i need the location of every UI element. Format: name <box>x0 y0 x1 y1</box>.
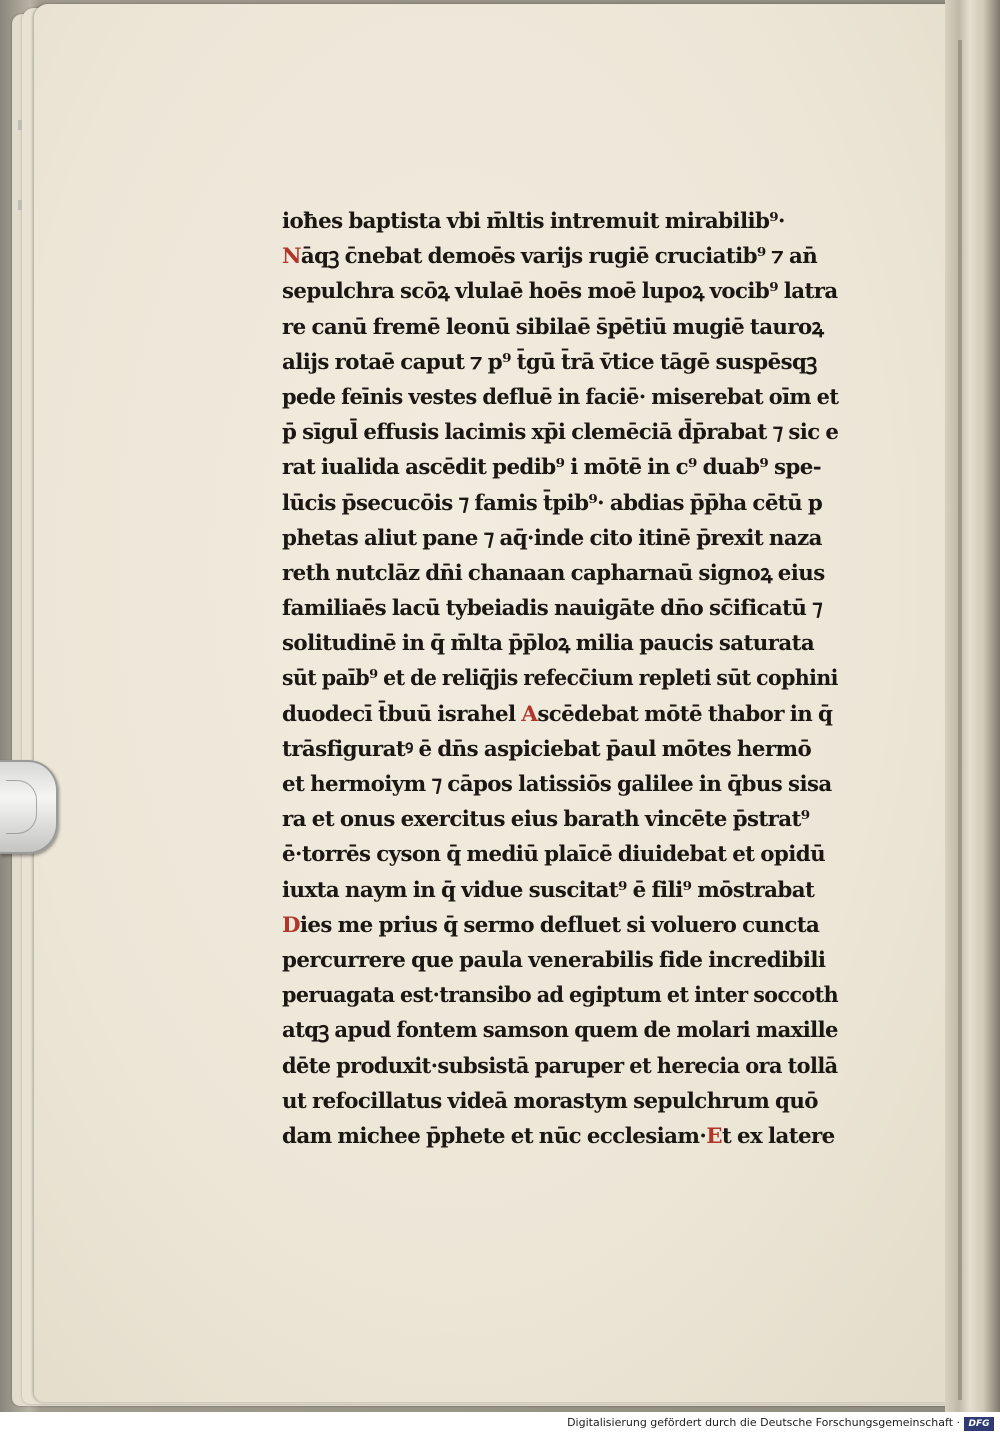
line-text: ies me prius q̄ sermo defluet si voluero cuncta <box>299 912 820 938</box>
text-line <box>282 310 838 345</box>
line-text: percurrere que paula venerabilis fide incredibili <box>282 947 826 973</box>
text-line <box>282 802 838 837</box>
line-text: trāsfiguratꝰ ē dn̄s aspiciebat p̄aul mōtes hermō <box>282 736 812 762</box>
line-text: ioħes baptista vbi m̄ltis intremuit mirabilib⁹· <box>282 209 785 234</box>
text-line <box>282 239 838 274</box>
gutter-shadow <box>958 40 962 1400</box>
line-text: atqꝫ apud fontem samson quem de molari maxille <box>282 1018 838 1044</box>
clamp-clip-inner <box>6 780 37 834</box>
rubric-initial: E <box>706 1123 722 1149</box>
text-line <box>282 908 838 943</box>
text-line <box>282 521 838 556</box>
text-line <box>282 873 838 908</box>
line-text: āqꝫ c̄nebat demoēs varijs rugiē cruciatib⁹ ⁊ an̄ <box>300 244 818 270</box>
line-text: alijs rotaē caput ⁊ p⁹ t̄gū t̄rā v̄tice tāgē suspēsqꝫ <box>282 349 817 375</box>
text-line <box>282 415 839 450</box>
line-text: et hermoiym ⁊ cāpos latissiōs galilee in q̄bus sisa <box>282 772 832 797</box>
text-line <box>282 345 838 380</box>
line-text: pede feīnis vestes defluē in faciē· miserebat oīm et <box>282 384 839 410</box>
text-line <box>282 486 838 521</box>
text-line <box>282 556 838 591</box>
text-line <box>282 943 838 978</box>
footer-bar <box>0 1412 1000 1436</box>
text-line <box>282 450 838 485</box>
line-text: dēte produxit·subsistā paruper et herecia ora tollā <box>282 1053 838 1079</box>
line-text: phetas aliut pane ⁊ aq̄·inde cito itinē p̄rexit naza <box>282 525 822 551</box>
line-text: ra et onus exercitus eius barath vincēte p̄strat⁹ <box>282 807 810 833</box>
dfg-logo: DFG <box>964 1417 994 1431</box>
line-text: t ex latere <box>721 1123 835 1149</box>
rubric-initial: D <box>282 912 300 938</box>
line-text: solitudinē in q̄ m̄lta p̄p̄loꝝ milia paucis saturata <box>282 631 815 657</box>
page-edge-tick <box>18 120 22 130</box>
text-block <box>282 204 842 1154</box>
text-line <box>282 767 838 802</box>
line-text: sūt paīb⁹ et de reliq̄jis refecc̄ium repleti sūt cophini <box>282 666 838 692</box>
line-text: reth nutclāz dn̄i chanaan capharnaū signoꝝ eius <box>282 560 825 586</box>
text-line <box>282 978 839 1013</box>
text-line <box>282 380 839 415</box>
text-line <box>282 661 838 696</box>
line-text: p̄ sīgul̄ effusis lacimis xp̄i clemēciā d̄p̄rabat ⁊ sic e <box>282 420 839 446</box>
line-text: rat iualida ascēdit pedib⁹ i mōtē in c⁹ duab⁹ spe‐ <box>282 455 822 481</box>
line-text: ē·torrēs cyson q̄ mediū plaīcē diuidebat et opidū <box>282 842 826 868</box>
rubric-initial: A <box>521 701 538 727</box>
line-text: sepulchra scōꝝ vlulaē hoēs moē lupoꝝ vocib⁹ latra <box>282 279 838 305</box>
text-line <box>282 732 838 767</box>
text-line <box>282 1013 838 1048</box>
text-line <box>282 697 838 732</box>
line-text: peruagata est·transibo ad egiptum et inter soccoth <box>282 983 839 1009</box>
clamp-clip-icon <box>0 760 58 854</box>
text-line <box>282 591 838 626</box>
line-text: re canū fremē leonū sibilaē s̄pētiū mugiē tauroꝝ <box>282 314 824 340</box>
line-text: familiaēs lacū tybeiadis nauigāte dn̄o sc̄ificatū ⁊ <box>282 596 823 622</box>
line-text: iuxta naym in q̄ vidue suscitat⁹ ē fili⁹ mōstrabat <box>282 877 815 903</box>
text-line <box>282 204 838 239</box>
text-line <box>282 837 838 872</box>
line-text: ut refocillatus videā morastym sepulchrum quō <box>282 1088 818 1114</box>
line-text: duodecī t̄buū israhel <box>282 701 516 727</box>
page-edge-tick <box>18 200 22 210</box>
text-line <box>282 274 837 309</box>
line-text: dam michee p̄phete et nūc ecclesiam· <box>282 1123 707 1149</box>
line-text: lūcis p̄secucōis ⁊ famis t̄pib⁹· abdias p̄p̄ha cētū p <box>282 490 823 516</box>
text-line <box>282 626 838 661</box>
line-text: scēdebat mōtē thabor in q̄ <box>537 701 833 727</box>
funding-credit: Digitalisierung gefördert durch die Deutsche Forschungsgemeinschaft · <box>567 1416 960 1429</box>
text-line <box>282 1049 838 1084</box>
rubric-initial: N <box>282 244 301 270</box>
text-line <box>282 1084 838 1119</box>
text-line <box>282 1119 838 1154</box>
book-gutter <box>945 0 1000 1412</box>
